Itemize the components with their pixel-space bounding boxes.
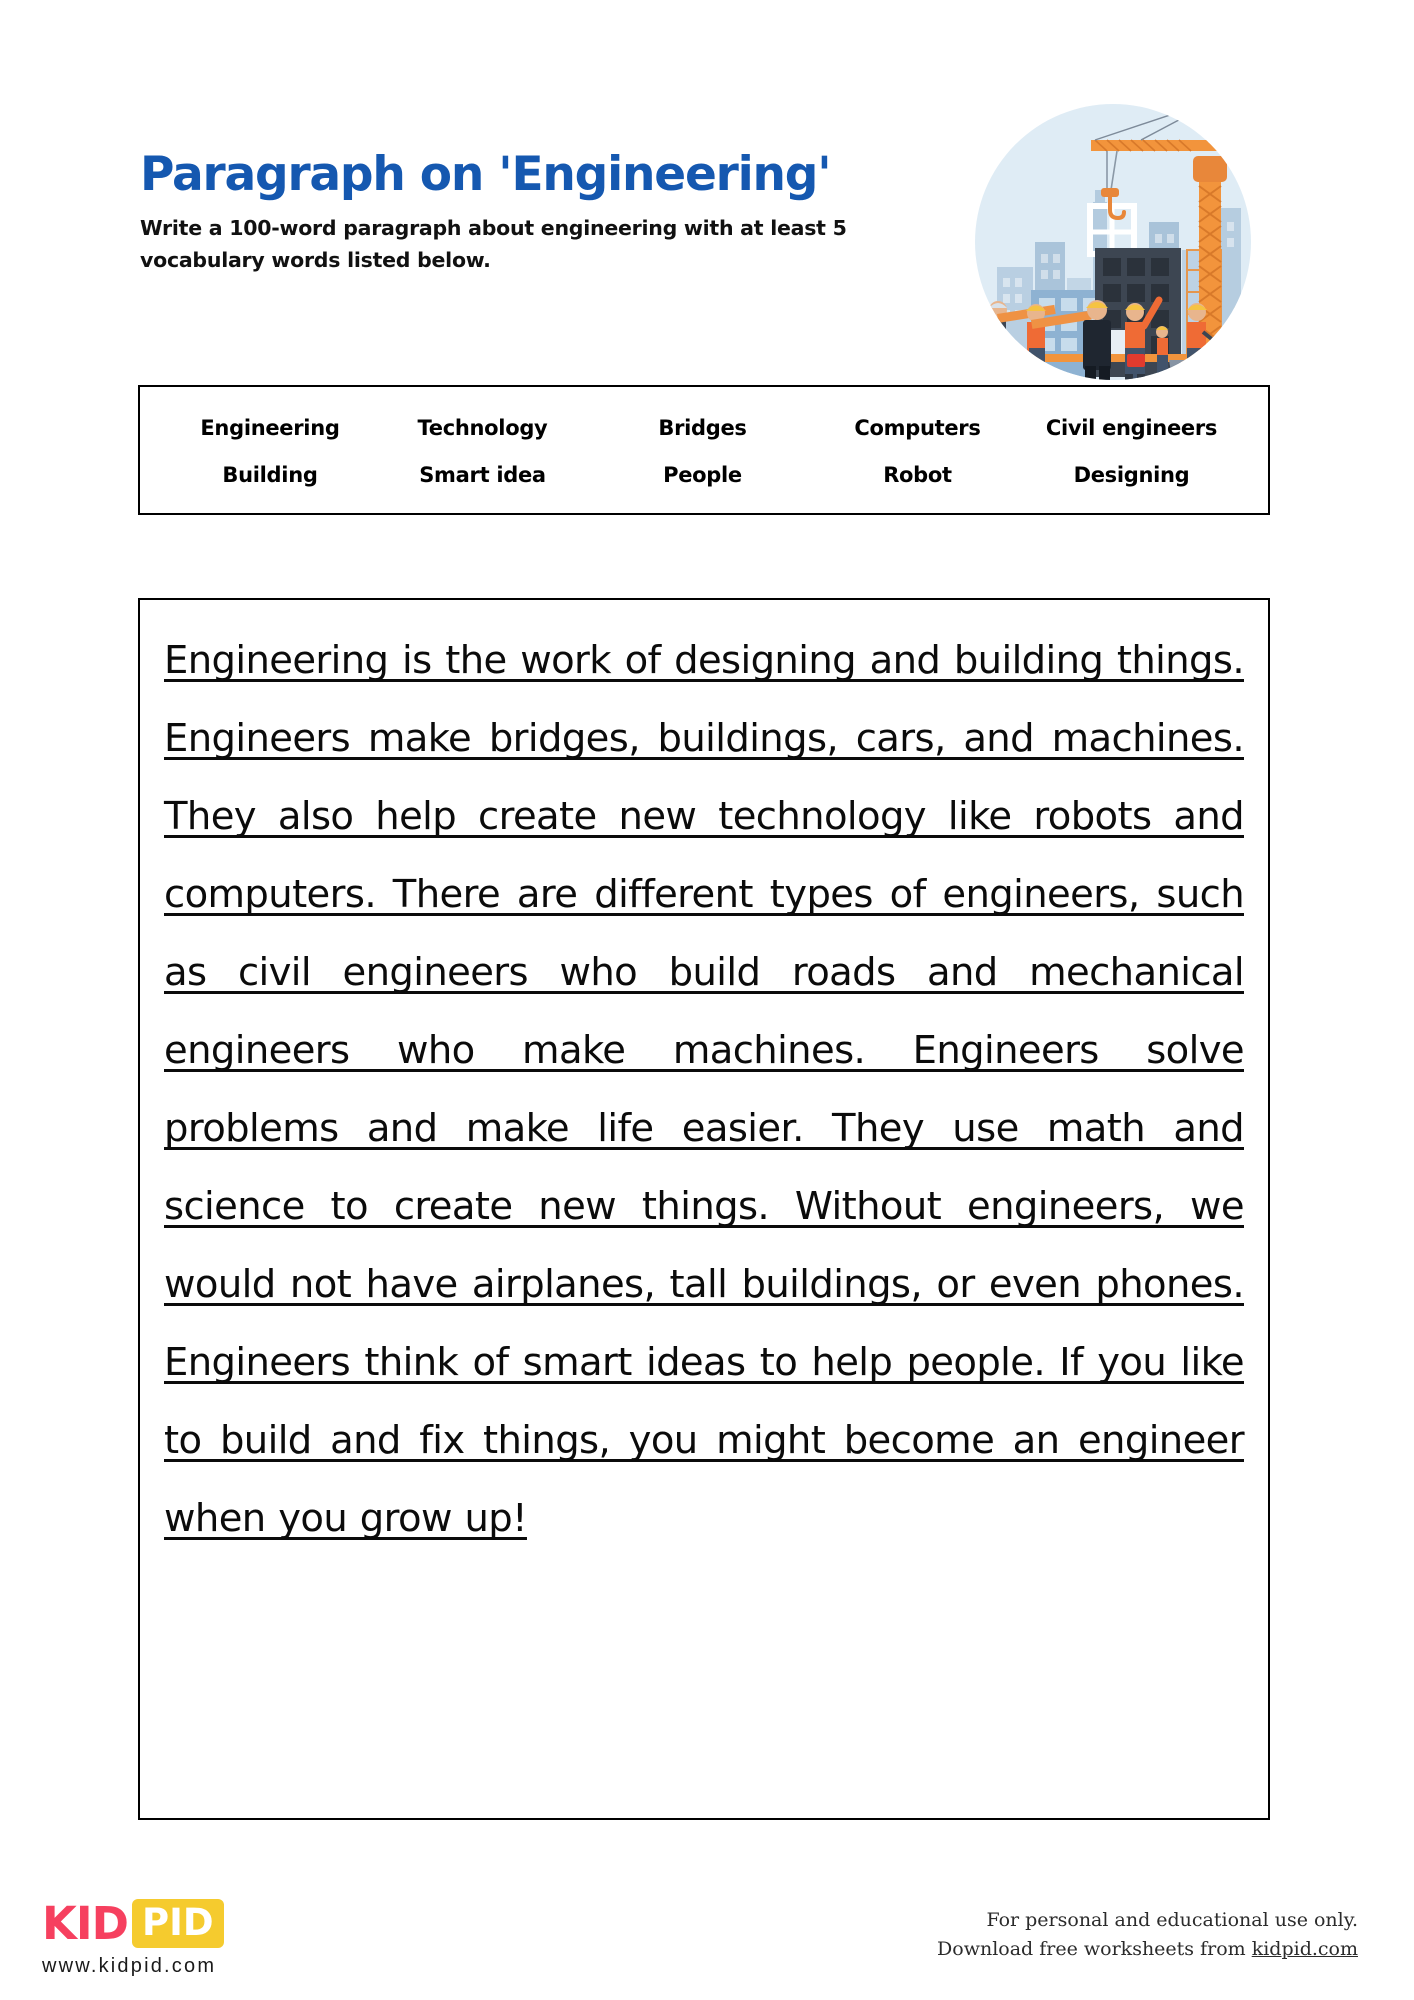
worksheet-instructions: Write a 100-word paragraph about engineering with at least 5 vocabulary words listed below. xyxy=(140,216,847,272)
vocabulary-word: Smart idea xyxy=(419,463,546,488)
vocabulary-word: Technology xyxy=(417,415,548,440)
vocabulary-row xyxy=(170,404,1238,452)
vocabulary-row xyxy=(170,452,1238,500)
footer-usage-notice xyxy=(937,1906,1358,1964)
kidpid-branding xyxy=(42,1898,372,1978)
download-prefix-text: Download free worksheets from xyxy=(937,1937,1252,1960)
paragraph-answer-area[interactable] xyxy=(138,598,1270,1820)
paragraph-answer-text[interactable]: Engineering is the work of designing and building things. Engineers make bridges, buildings, cars, and machines. They also help create new technology like robots and computers. There are different types of engineers, such as civil engineers who build roads and mechanical engineers who make machines. Engineers solve problems and make life easier. They use math and science to create new things. Without engineers, we would not have airplanes, tall buildings, or even phones. Engineers think of smart ideas to help people. If you like to build and fix things, you might become an engineer when you grow up! xyxy=(164,638,1244,1541)
vocabulary-word: Robot xyxy=(883,463,952,488)
vocabulary-word: Bridges xyxy=(658,415,747,440)
usage-notice-line-1: For personal and educational use only. xyxy=(986,1909,1358,1931)
website-url: www.kidpid.com xyxy=(42,1955,217,1977)
vocabulary-word: Designing xyxy=(1073,463,1190,488)
vocabulary-word: Civil engineers xyxy=(1045,415,1218,440)
page-title: Paragraph on 'Engineering' xyxy=(140,147,831,202)
usage-notice-line-2 xyxy=(937,1935,1358,1964)
vocabulary-word: People xyxy=(663,463,742,488)
vocabulary-word: Computers xyxy=(854,415,981,440)
worksheet-header xyxy=(140,147,940,276)
construction-site-illustration xyxy=(935,82,1275,382)
vocabulary-word-bank xyxy=(138,385,1270,515)
vocabulary-word: Engineering xyxy=(200,415,340,440)
vocabulary-word: Building xyxy=(222,463,318,488)
kidpid-logo xyxy=(42,1898,372,1948)
kidpid-link[interactable]: kidpid.com xyxy=(1251,1937,1358,1960)
logo-kid-text: KID xyxy=(42,1896,128,1950)
logo-pid-text: PID xyxy=(132,1899,224,1948)
